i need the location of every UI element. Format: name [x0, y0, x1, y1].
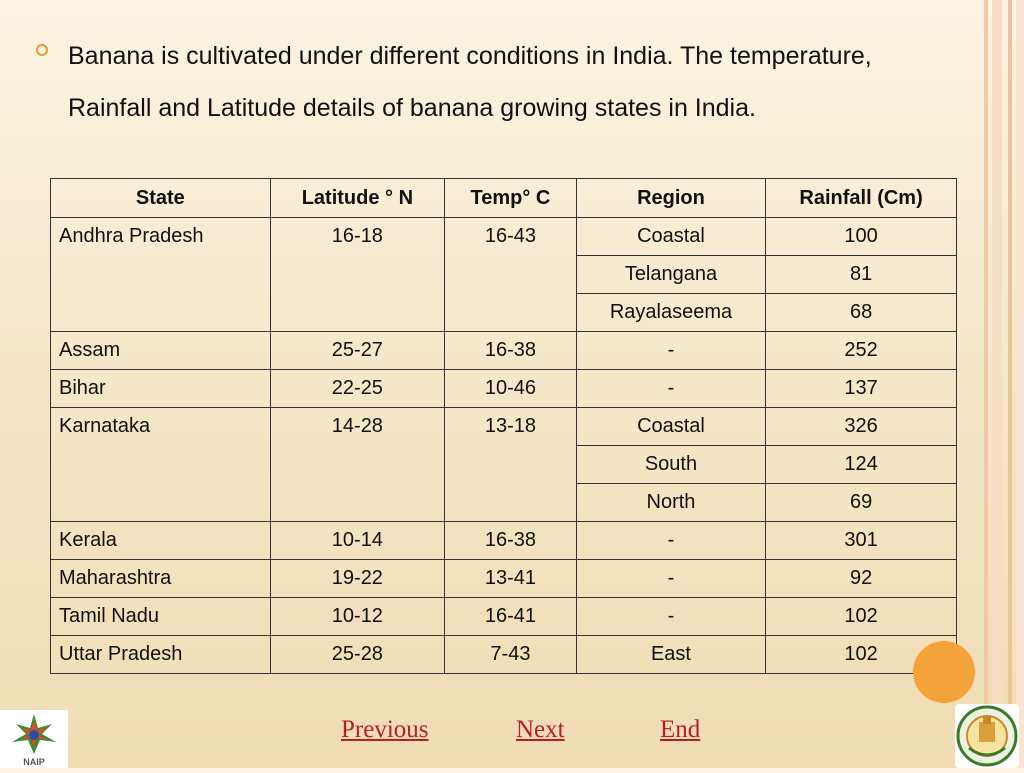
region-cell: - [576, 332, 765, 370]
naip-logo [0, 710, 68, 768]
stripe [1008, 0, 1012, 768]
table-row [51, 332, 957, 370]
table-body [51, 218, 957, 674]
region-cell: - [576, 560, 765, 598]
table-row [51, 408, 957, 446]
bullet-circle-icon [36, 44, 48, 56]
rainfall-cell: 100 [766, 218, 957, 256]
table-row [51, 522, 957, 560]
header-rainfall: Rainfall (Cm) [766, 179, 957, 218]
latitude-cell: 14-28 [270, 408, 444, 522]
star-emblem-icon [0, 710, 68, 758]
university-seal-logo [955, 704, 1019, 768]
intro-text: Banana is cultivated under different conditions in India. The temperature, Rainfall and Latitude details of banana growing states in India. [68, 42, 872, 122]
state-cell: Tamil Nadu [51, 598, 271, 636]
state-cell: Karnataka [51, 408, 271, 522]
end-link[interactable]: End [660, 716, 701, 743]
table-row [51, 598, 957, 636]
table-row [51, 218, 957, 256]
header-region: Region [576, 179, 765, 218]
rainfall-cell: 137 [766, 370, 957, 408]
slide-navigation [0, 716, 1024, 748]
table-header-row [51, 179, 957, 218]
region-cell: Coastal [576, 218, 765, 256]
latitude-cell: 25-28 [270, 636, 444, 674]
latitude-cell: 19-22 [270, 560, 444, 598]
temp-cell: 16-38 [445, 332, 577, 370]
header-temp: Temp° C [445, 179, 577, 218]
state-cell: Maharashtra [51, 560, 271, 598]
rainfall-cell: 326 [766, 408, 957, 446]
state-cell: Kerala [51, 522, 271, 560]
decorative-stripes [976, 0, 1024, 768]
temp-cell: 13-41 [445, 560, 577, 598]
rainfall-cell: 301 [766, 522, 957, 560]
temp-cell: 10-46 [445, 370, 577, 408]
temp-cell: 16-41 [445, 598, 577, 636]
latitude-cell: 22-25 [270, 370, 444, 408]
region-cell: Telangana [576, 256, 765, 294]
decorative-circle [913, 641, 975, 703]
stripe [992, 0, 1002, 768]
rainfall-cell: 124 [766, 446, 957, 484]
latitude-cell: 16-18 [270, 218, 444, 332]
region-cell: Rayalaseema [576, 294, 765, 332]
stripe [984, 0, 988, 768]
region-cell: - [576, 522, 765, 560]
table-row [51, 636, 957, 674]
table-row [51, 560, 957, 598]
region-cell: South [576, 446, 765, 484]
state-cell: Andhra Pradesh [51, 218, 271, 332]
intro-block [36, 30, 936, 134]
region-cell: Coastal [576, 408, 765, 446]
latitude-cell: 25-27 [270, 332, 444, 370]
state-cell: Bihar [51, 370, 271, 408]
header-latitude: Latitude ° N [270, 179, 444, 218]
temp-cell: 16-38 [445, 522, 577, 560]
region-cell: - [576, 598, 765, 636]
rainfall-cell: 69 [766, 484, 957, 522]
state-cell: Uttar Pradesh [51, 636, 271, 674]
rainfall-table [50, 178, 957, 674]
rainfall-cell: 81 [766, 256, 957, 294]
next-link[interactable]: Next [516, 716, 565, 743]
rainfall-cell: 102 [766, 636, 957, 674]
rainfall-cell: 68 [766, 294, 957, 332]
header-state: State [51, 179, 271, 218]
state-cell: Assam [51, 332, 271, 370]
region-cell: North [576, 484, 765, 522]
temp-cell: 7-43 [445, 636, 577, 674]
naip-logo-caption: NAIP [23, 757, 45, 767]
region-cell: East [576, 636, 765, 674]
latitude-cell: 10-12 [270, 598, 444, 636]
latitude-cell: 10-14 [270, 522, 444, 560]
rainfall-cell: 102 [766, 598, 957, 636]
temp-cell: 16-43 [445, 218, 577, 332]
temp-cell: 13-18 [445, 408, 577, 522]
rainfall-cell: 92 [766, 560, 957, 598]
region-cell: - [576, 370, 765, 408]
stripe [1016, 0, 1024, 768]
seal-emblem-icon [955, 704, 1019, 768]
table-row [51, 370, 957, 408]
previous-link[interactable]: Previous [341, 716, 429, 743]
rainfall-cell: 252 [766, 332, 957, 370]
